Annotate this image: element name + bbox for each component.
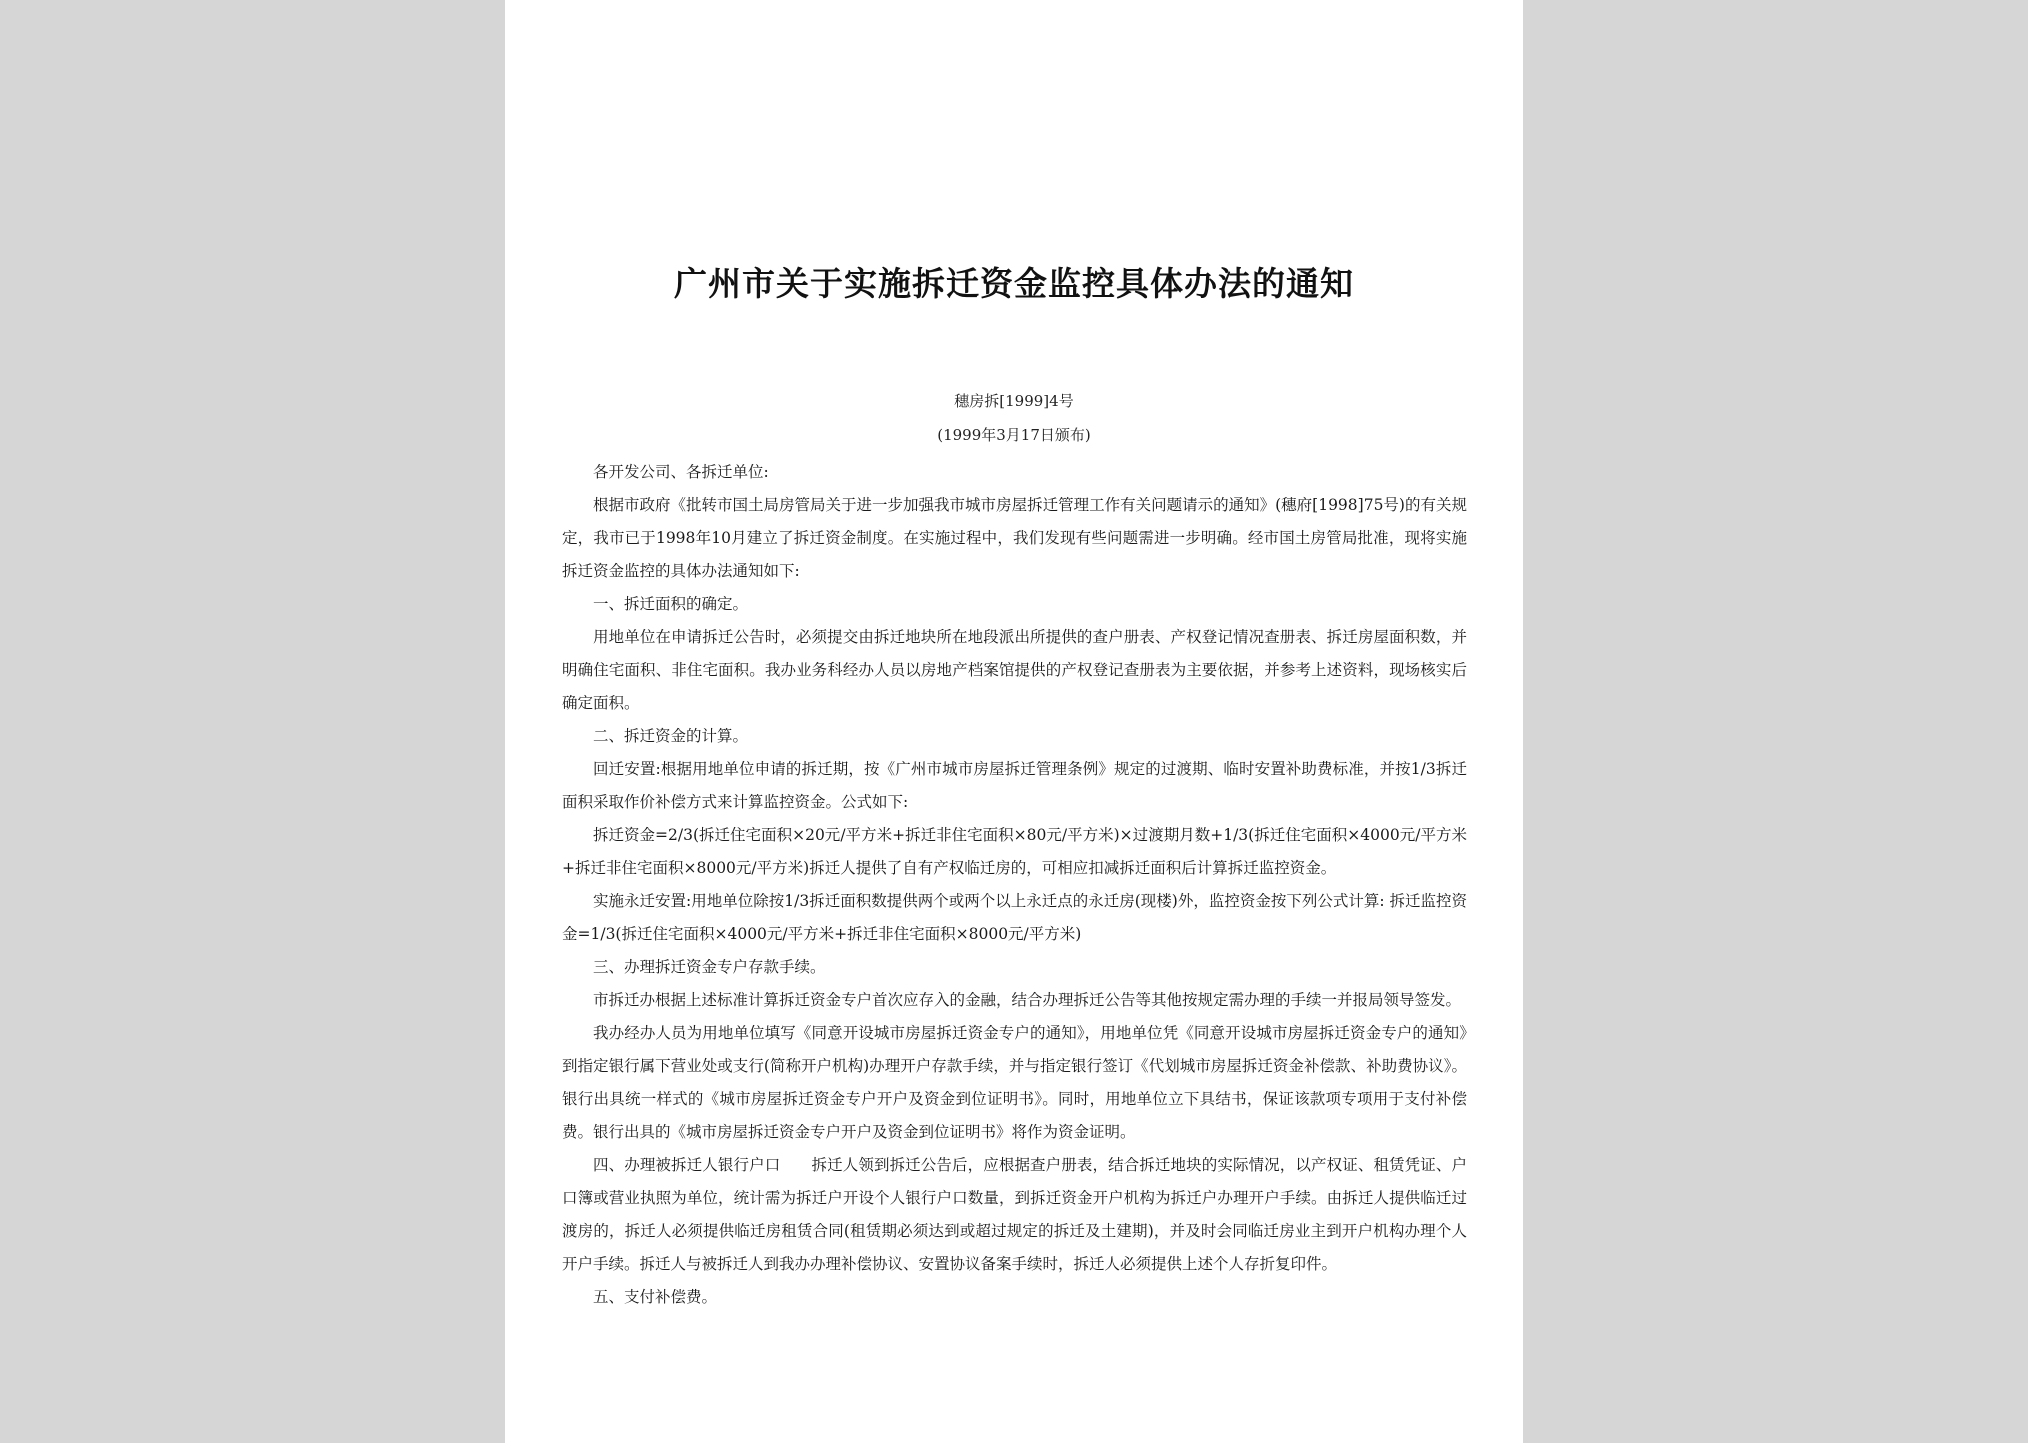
paragraph: 我办经办人员为用地单位填写《同意开设城市房屋拆迁资金专户的通知》，用地单位凭《同意开设城市房屋拆迁资金专户的通知》到指定银行属下营业处或支行(简称开户机构)办理开户存款手续，并与指定银行签订《代划城市房屋拆迁资金补偿款、补助费协议》。银行出具统一样式的《城市房屋拆迁资金专户开户及资金到位证明书》。同时，用地单位立下具结书，保证该款项专项用于支付补偿费。银行出具的《城市房屋拆迁资金专户开户及资金到位证明书》将作为资金证明。: [562, 1024, 1467, 1141]
issue-date: (1999年3月17日颁布): [937, 426, 1091, 444]
document-number: 穗房拆[1999]4号: [954, 392, 1074, 410]
document-title: 广州市关于实施拆迁资金监控具体办法的通知: [674, 264, 1354, 303]
document-page: [505, 0, 1523, 1443]
section-heading: 三、办理拆迁资金专户存款手续。: [593, 958, 826, 976]
paragraph: 市拆迁办根据上述标准计算拆迁资金专户首次应存入的金融，结合办理拆迁公告等其他按规定需办理的手续一并报局领导签发。: [593, 991, 1462, 1009]
section-heading: 一、拆迁面积的确定。: [593, 595, 749, 613]
salutation: 各开发公司、各拆迁单位:: [593, 463, 769, 481]
section-heading: 五、支付补偿费。: [593, 1288, 718, 1306]
formula-paragraph: 拆迁资金=2/3(拆迁住宅面积×20元/平方米+拆迁非住宅面积×80元/平方米)×过渡期月数+1/3(拆迁住宅面积×4000元/平方米+拆迁非住宅面积×8000元/平方米)拆迁人提供了自有产权临迁房的，可相应扣减拆迁面积后计算拆迁监控资金。: [562, 826, 1467, 877]
paragraph: 四、办理被拆迁人银行户口 拆迁人领到拆迁公告后，应根据查户册表，结合拆迁地块的实际情况，以产权证、租赁凭证、户口簿或营业执照为单位，统计需为拆迁户开设个人银行户口数量，到拆迁资金开户机构为拆迁户办理开户手续。由拆迁人提供临迁过渡房的，拆迁人必须提供临迁房租赁合同(租赁期必须达到或超过规定的拆迁及土建期)，并及时会同临迁房业主到开户机构办理个人开户手续。拆迁人与被拆迁人到我办办理补偿协议、安置协议备案手续时，拆迁人必须提供上述个人存折复印件。: [562, 1156, 1467, 1273]
paragraph: 根据市政府《批转市国土局房管局关于进一步加强我市城市房屋拆迁管理工作有关问题请示的通知》(穗府[1998]75号)的有关规定，我市已于1998年10月建立了拆迁资金制度。在实施过程中，我们发现有些问题需进一步明确。经市国土房管局批准，现将实施拆迁资金监控的具体办法通知如下:: [562, 496, 1467, 580]
section-heading: 二、拆迁资金的计算。: [593, 727, 749, 745]
formula-paragraph: 实施永迁安置:用地单位除按1/3拆迁面积数提供两个或两个以上永迁点的永迁房(现楼)外，监控资金按下列公式计算: 拆迁监控资金=1/3(拆迁住宅面积×4000元/平方米+拆迁非住宅面积×8000元/平方米): [562, 892, 1467, 943]
paragraph: 回迁安置:根据用地单位申请的拆迁期，按《广州市城市房屋拆迁管理条例》规定的过渡期、临时安置补助费标准，并按1/3拆迁面积采取作价补偿方式来计算监控资金。公式如下:: [562, 760, 1467, 811]
document-body: [562, 456, 1467, 1314]
paragraph: 用地单位在申请拆迁公告时，必须提交由拆迁地块所在地段派出所提供的查户册表、产权登记情况查册表、拆迁房屋面积数，并明确住宅面积、非住宅面积。我办业务科经办人员以房地产档案馆提供的产权登记查册表为主要依据，并参考上述资料，现场核实后确定面积。: [562, 628, 1467, 712]
